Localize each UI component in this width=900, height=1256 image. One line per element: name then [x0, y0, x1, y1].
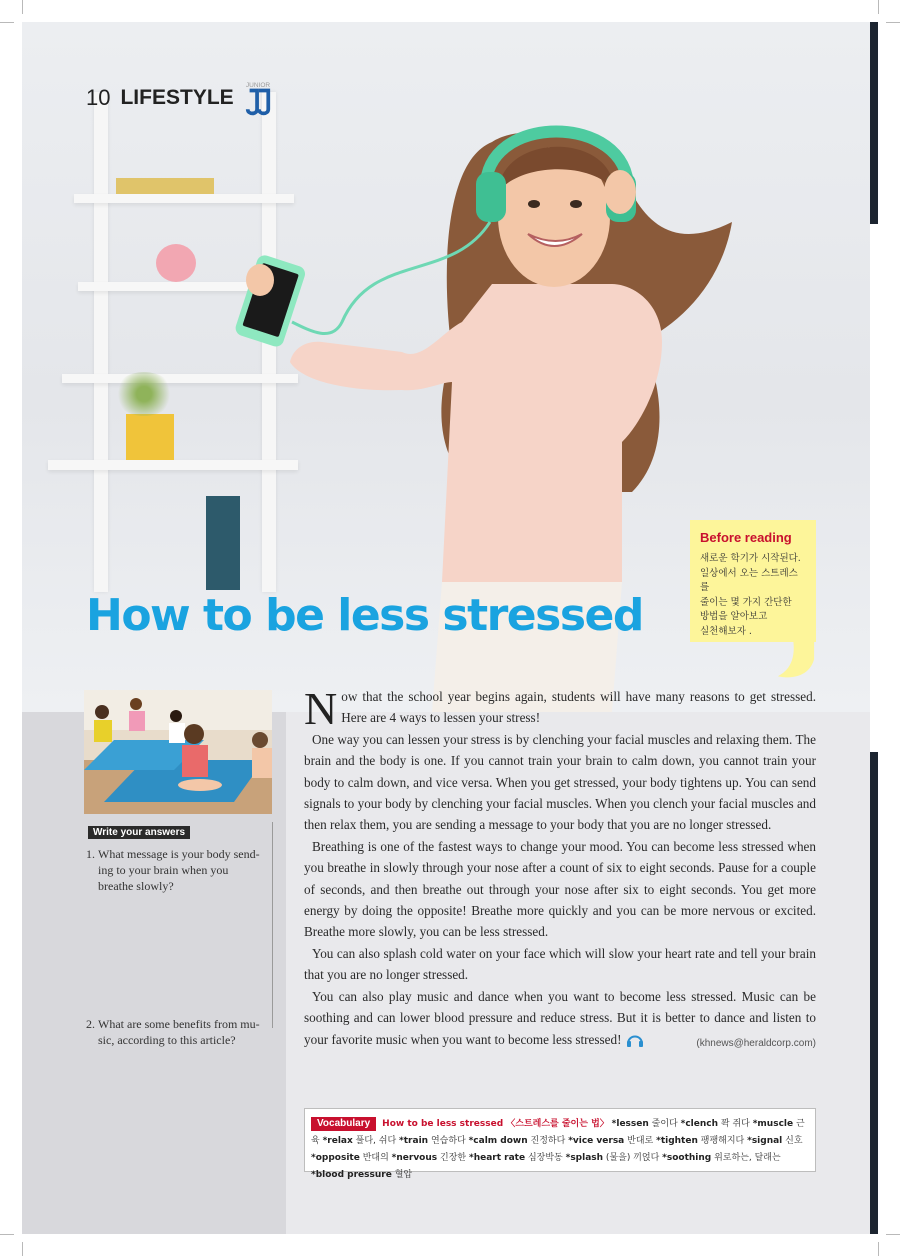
note-line: 일상에서 오는 스트레스를 [700, 567, 798, 593]
vocab-meaning: 심장박동 [527, 1153, 563, 1163]
vocab-meaning: 긴장한 [440, 1153, 467, 1163]
question-2 [86, 1016, 266, 1048]
vocab-word: *nervous [391, 1153, 438, 1163]
note-line: 실천해보자 . [700, 625, 752, 637]
page-number: 10 [86, 85, 111, 110]
trim-mark [0, 22, 14, 23]
before-reading-note [690, 520, 816, 642]
note-tail-curl [776, 640, 816, 680]
article-body [304, 683, 816, 1054]
vocabulary-label: Vocabulary [311, 1117, 376, 1131]
vocab-word: *clench [680, 1119, 719, 1129]
section-header [86, 76, 272, 120]
paragraph-text: ow that the school year begins again, students will have many reasons to get stressed. Here are 4 ways to lessen your stress! [341, 689, 816, 726]
trim-mark [0, 1234, 14, 1235]
paragraph-text: You can also play music and dance when you want to become less stressed. Music can be soothing and can lower blood pressure and reduce stress. But it is better to dance and listen to your favorite music when you want to become less stressed! [304, 988, 816, 1047]
vocab-meaning: 반대로 [627, 1136, 654, 1146]
vocabulary-title: How to be less stressed 〈스트레스를 줄이는 법〉 [382, 1119, 609, 1129]
vocab-meaning: 풀다, 쉬다 [355, 1136, 397, 1146]
svg-text:JUNIOR: JUNIOR [245, 81, 270, 89]
trim-mark [22, 1242, 23, 1256]
junior-logo [244, 76, 272, 120]
vocab-meaning: 혈압 [394, 1170, 413, 1180]
article-paragraph: One way you can lessen your stress is by clenching your facial muscles and relaxing them. The brain and the body is one. If you cannot train your brain to calm down, you cannot train your body to calm down, and vice versa. When you get stressed, your body tightens up. You can send signals to your body by clenching your facial muscles. When you clench your facial muscles and then relax them, you are sending a message to your body that you are no longer stressed. [304, 731, 816, 833]
vocab-word: *signal [747, 1136, 783, 1146]
before-reading-text [700, 552, 806, 639]
vocab-word: *train [399, 1136, 429, 1146]
vocab-meaning: 연습하다 [430, 1136, 466, 1146]
vocab-meaning: 꽉 쥐다 [720, 1119, 750, 1129]
vocab-word: *lessen [611, 1119, 649, 1129]
question-text: What message is your body send-ing to your brain when you breathe slowly? [98, 847, 260, 893]
author-credit: (khnews@heraldcorp.com) [696, 1037, 816, 1049]
trim-mark [886, 22, 900, 23]
vocab-meaning: (물을) 끼얹다 [605, 1153, 660, 1163]
vocab-meaning: 줄이다 [651, 1119, 678, 1129]
before-reading-heading: Before reading [700, 530, 792, 545]
page-title: How to be less stressed [86, 590, 643, 641]
vocab-word: *soothing [662, 1153, 712, 1163]
vocab-meaning: 팽팽해지다 [700, 1136, 745, 1146]
article-paragraph: You can also splash cold water on your face which will slow your heart rate and tell your brain that you are no longer stressed. [304, 945, 816, 983]
vocab-meaning: 반대의 [362, 1153, 389, 1163]
note-line: 새로운 학기가 시작된다. [700, 553, 801, 564]
question-1 [86, 846, 266, 894]
vocab-word: *relax [322, 1136, 353, 1146]
vocab-word: *muscle [752, 1119, 794, 1129]
vocabulary-box [304, 1108, 816, 1180]
vocab-meaning: 진정하다 [530, 1136, 566, 1146]
note-line: 방법을 알아보고 [700, 611, 768, 622]
yoga-class-photo [84, 690, 272, 814]
section-name: LIFESTYLE [120, 86, 234, 109]
write-your-answers-label: Write your answers [88, 826, 190, 839]
drop-cap: N [304, 683, 338, 734]
vocab-word: *vice versa [568, 1136, 625, 1146]
trim-mark [886, 1234, 900, 1235]
vocab-meaning: 근육 [311, 1119, 805, 1146]
trim-mark [22, 0, 23, 14]
headphones-icon [626, 1032, 644, 1048]
vocab-meaning: 신호 [785, 1136, 803, 1146]
trim-mark [878, 1242, 879, 1256]
question-text: What are some benefits from mu-sic, according to this article? [98, 1017, 260, 1047]
vocab-meaning: 위로하는, 달래는 [714, 1153, 781, 1163]
vocab-word: *splash [565, 1153, 604, 1163]
trim-mark [878, 0, 879, 14]
question-number: 1. [86, 847, 95, 861]
vocab-word: *tighten [656, 1136, 698, 1146]
vocab-word: *calm down [468, 1136, 528, 1146]
note-line: 줄이는 몇 가지 간단한 [700, 596, 792, 608]
vocab-word: *heart rate [468, 1153, 526, 1163]
vocab-word: *opposite [311, 1153, 360, 1163]
article-paragraph [304, 683, 816, 734]
article-paragraph [304, 986, 816, 1050]
article-paragraph: Breathing is one of the fastest ways to change your mood. You can become less stressed when you breathe in slowly through your nose after a count of six to eight seconds. Pause for a couple of seconds, and then breathe out through your nose after six to eight seconds. You get more energy by doing the opposite! Breathe more quickly and you can be more nervous or excited. Breathe more slowly, you can be less stressed. [304, 838, 816, 940]
question-number: 2. [86, 1017, 95, 1031]
vocab-word: *blood pressure [311, 1170, 392, 1180]
